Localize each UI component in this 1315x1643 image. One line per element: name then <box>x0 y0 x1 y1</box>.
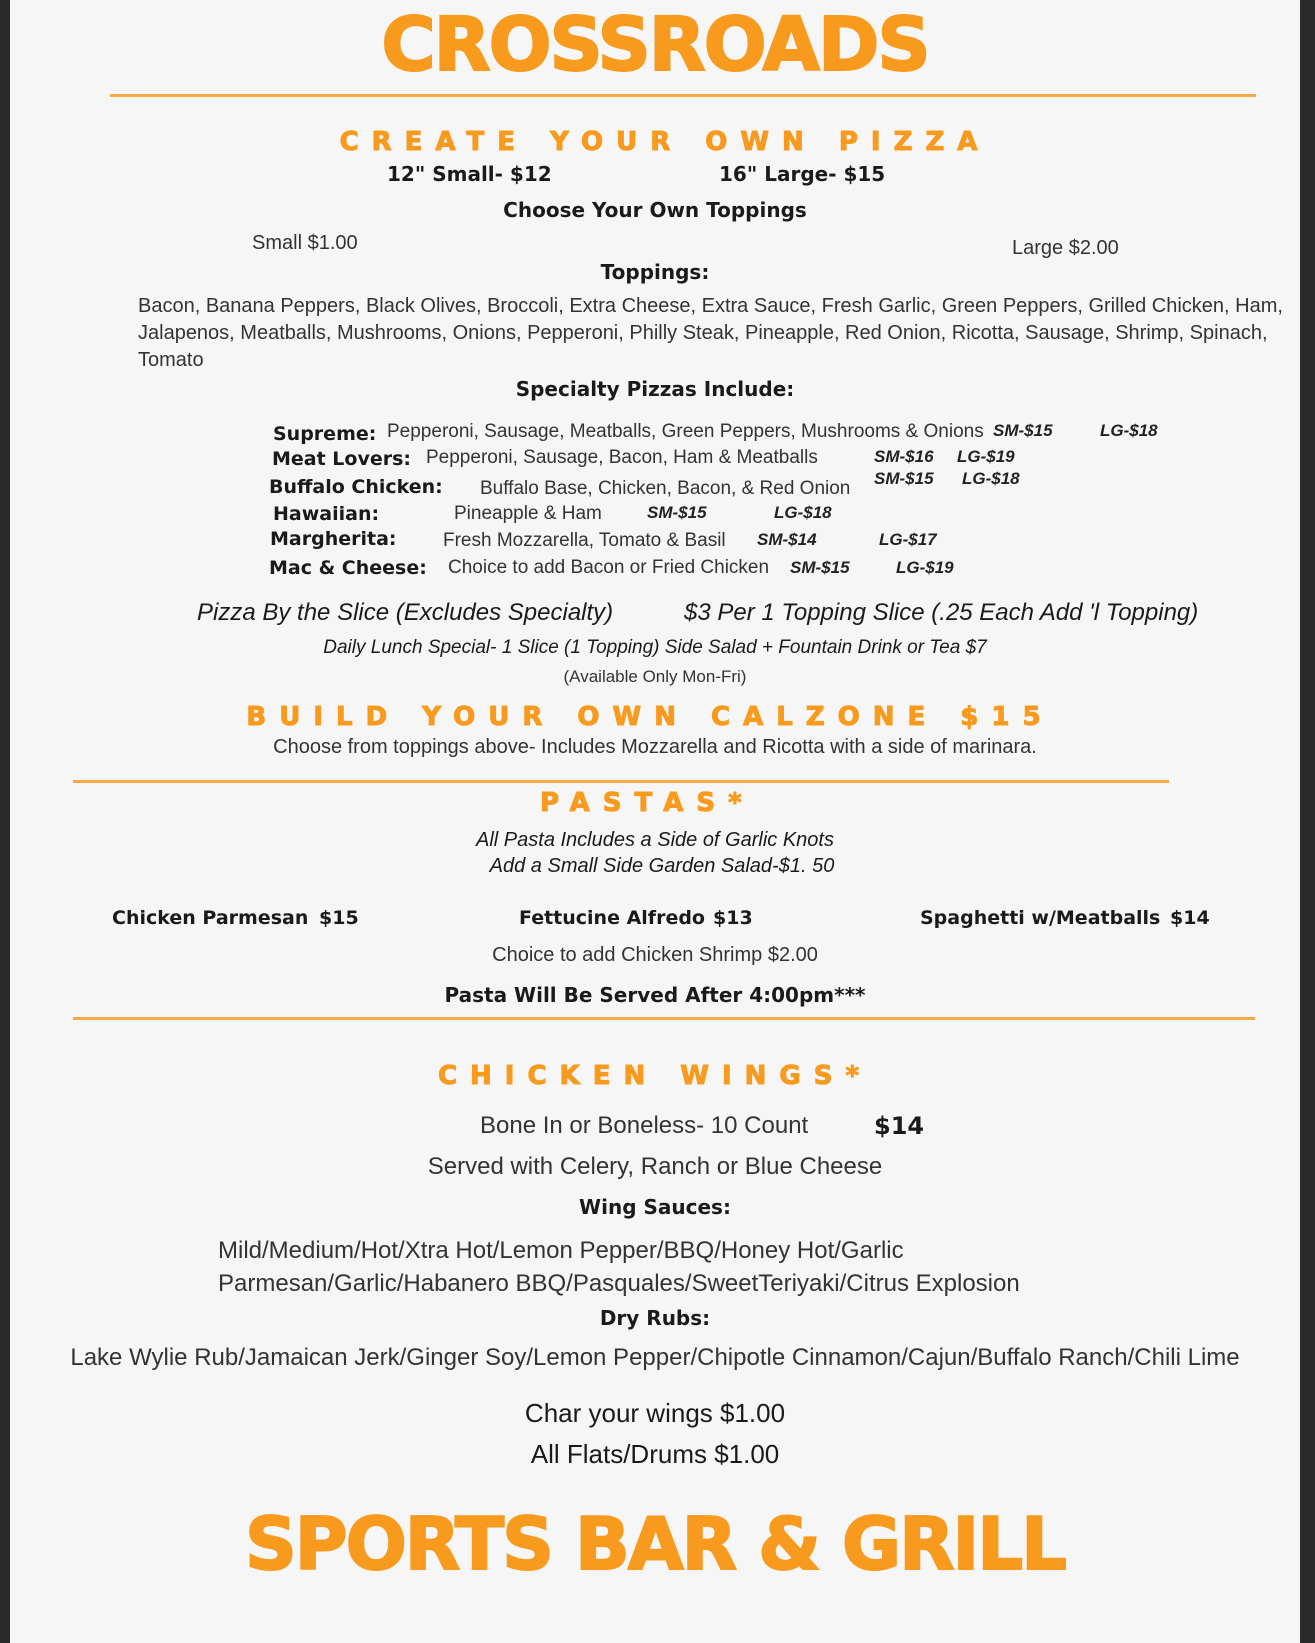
pizza-name: Supreme: <box>273 423 377 445</box>
pasta-served-note: Pasta Will Be Served After 4:00pm*** <box>444 983 866 1007</box>
pasta-item-price: $14 <box>1170 907 1210 929</box>
pizza-section-title: CREATE YOUR OWN PIZZA <box>339 127 991 157</box>
dry-rubs-label: Dry Rubs: <box>599 1306 711 1330</box>
small-price: SM-$16 <box>874 447 934 466</box>
pizza-description: Fresh Mozzarella, Tomato & Basil <box>443 530 726 551</box>
menu-page <box>10 0 1300 1643</box>
divider <box>110 94 1256 97</box>
toppings-list-line: Jalapenos, Meatballs, Mushrooms, Onions, Pepperoni, Philly Steak, Pineapple, Red Onion, Ricotta, Sausage, Shrimp, Spinach, <box>138 322 1268 344</box>
pasta-item-name: Spaghetti w/Meatballs <box>920 907 1161 929</box>
pasta-note: Add a Small Side Garden Salad-$1. 50 <box>489 855 835 877</box>
pizza-description: Choice to add Bacon or Fried Chicken <box>448 557 770 578</box>
slice-price: $3 Per 1 Topping Slice (.25 Each Add 'l Topping) <box>684 599 1199 626</box>
pasta-addon: Choice to add Chicken Shrimp $2.00 <box>492 944 818 966</box>
large-price: LG-$17 <box>879 530 937 549</box>
pasta-item-name: Chicken Parmesan <box>112 907 309 929</box>
choose-toppings-label: Choose Your Own Toppings <box>503 198 807 222</box>
calzone-section-title: BUILD YOUR OWN CALZONE $15 <box>246 702 1054 732</box>
large-price: LG-$18 <box>1100 421 1158 440</box>
pizza-name: Mac & Cheese: <box>269 557 427 579</box>
pastas-section-title: PASTAS* <box>540 788 755 818</box>
pasta-item-name: Fettucine Alfredo <box>519 907 705 929</box>
wing-count: Bone In or Boneless- 10 Count <box>480 1112 809 1139</box>
flats-drums: All Flats/Drums $1.00 <box>530 1439 780 1469</box>
small-price: SM-$15 <box>874 469 934 488</box>
small-price: SM-$14 <box>757 530 817 549</box>
wing-price: $14 <box>874 1112 925 1140</box>
small-price: SM-$15 <box>993 421 1053 440</box>
calzone-description: Choose from toppings above- Includes Mozzarella and Ricotta with a side of marinara. <box>273 736 1037 758</box>
divider <box>73 1017 1255 1020</box>
wing-sauces-line: Parmesan/Garlic/Habanero BBQ/Pasquales/SweetTeriyaki/Citrus Explosion <box>218 1270 1020 1297</box>
lunch-special: Daily Lunch Special- 1 Slice (1 Topping) Side Salad + Fountain Drink or Tea $7 <box>323 637 987 658</box>
large-price: LG-$19 <box>957 447 1015 466</box>
pizza-name: Margherita: <box>270 528 397 550</box>
dry-rubs-list: Lake Wylie Rub/Jamaican Jerk/Ginger Soy/Lemon Pepper/Chipotle Cinnamon/Cajun/Buffalo Ranch/Chili Lime <box>70 1344 1240 1371</box>
pizza-name: Buffalo Chicken: <box>269 476 443 498</box>
small-topping-price: Small $1.00 <box>252 232 358 254</box>
lunch-availability: (Available Only Mon-Fri) <box>563 667 747 686</box>
wing-sauces-line: Mild/Medium/Hot/Xtra Hot/Lemon Pepper/BBQ/Honey Hot/Garlic <box>218 1237 904 1264</box>
large-pizza-price: 16" Large- $15 <box>719 162 886 186</box>
toppings-list-line: Tomato <box>138 349 204 371</box>
wings-section-title: CHICKEN WINGS* <box>437 1061 873 1091</box>
small-price: SM-$15 <box>790 558 850 577</box>
pizza-description: Buffalo Base, Chicken, Bacon, & Red Onion <box>480 478 851 499</box>
pizza-description: Pineapple & Ham <box>454 503 602 524</box>
large-topping-price: Large $2.00 <box>1012 237 1119 259</box>
restaurant-title: CROSSROADS <box>381 2 929 88</box>
large-price: LG-$19 <box>896 558 954 577</box>
slice-label: Pizza By the Slice (Excludes Specialty) <box>197 599 614 626</box>
pizza-name: Hawaiian: <box>273 503 380 525</box>
small-pizza-price: 12" Small- $12 <box>387 162 552 186</box>
pizza-name: Meat Lovers: <box>272 448 412 470</box>
divider <box>73 780 1169 783</box>
wing-sauces-label: Wing Sauces: <box>579 1195 731 1219</box>
pizza-description: Pepperoni, Sausage, Bacon, Ham & Meatballs <box>426 447 818 468</box>
large-price: LG-$18 <box>962 469 1020 488</box>
footer-title: SPORTS BAR & GRILL <box>244 1502 1066 1586</box>
char-wings: Char your wings $1.00 <box>524 1398 786 1428</box>
wing-served-with: Served with Celery, Ranch or Blue Cheese <box>427 1153 883 1180</box>
pasta-item-price: $15 <box>319 907 359 929</box>
large-price: LG-$18 <box>774 503 832 522</box>
specialty-pizzas-label: Specialty Pizzas Include: <box>515 377 795 401</box>
pizza-description: Pepperoni, Sausage, Meatballs, Green Peppers, Mushrooms & Onions <box>387 421 984 442</box>
pasta-note: All Pasta Includes a Side of Garlic Knots <box>476 829 834 851</box>
pasta-item-price: $13 <box>713 907 753 929</box>
toppings-list-line: Bacon, Banana Peppers, Black Olives, Broccoli, Extra Cheese, Extra Sauce, Fresh Garlic, Green Peppers, Grilled Chicken, Ham, <box>138 295 1283 317</box>
small-price: SM-$15 <box>647 503 707 522</box>
toppings-label: Toppings: <box>600 260 710 284</box>
